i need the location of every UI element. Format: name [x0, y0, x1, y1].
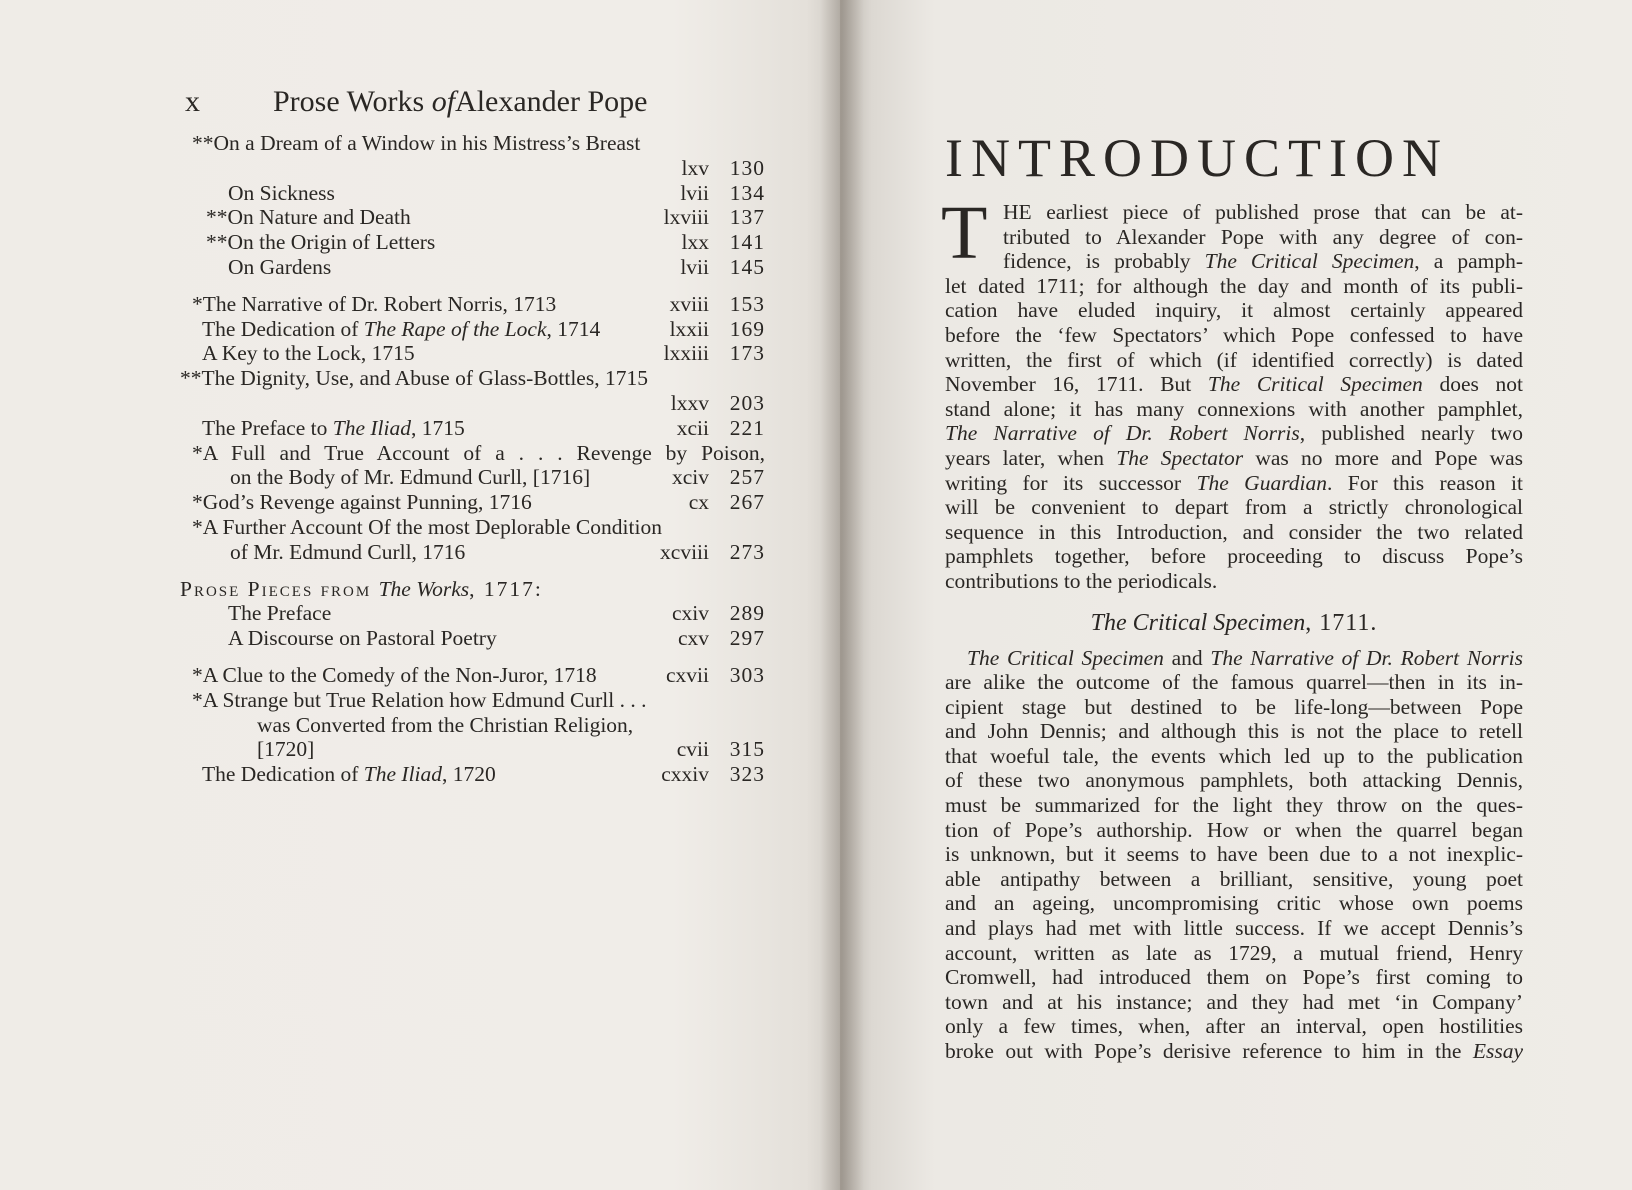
toc-entry [180, 416, 765, 441]
paragraph-1: T HE earliest piece of published prose that can be at- tributed to Alexander Pope with any degree of con- fidence, is probably The Critical Specimen, a pamph- let dated 1711; for although the day and month of its publi- cation have eluded inquiry, it almost certainly appeared before the ‘few Spectators’ which Pope confessed to have written, the first of which (if identified correctly) is dated November 16, 1711. But The Critical Specimen does not stand alone; it has many connexions with another pamphlet, The Narrative of Dr. Robert Norris, published nearly two years later, when The Spectator was no more and Pope was writing for its successor The Guardian. For this reason it will be convenient to depart from a strictly chronological sequence in this Introduction, and consider the two related pamphlets together, before proceeding to discuss Pope’s contributions to the periodicals. [941, 191, 1524, 593]
drop-cap: T [941, 191, 988, 275]
toc-roman: cx [688, 490, 709, 515]
toc-entry [180, 663, 765, 688]
toc-page: 221 [729, 415, 765, 440]
toc-page: 289 [729, 601, 765, 626]
toc-title: **On a Dream of a Window in his Mistress’s Breast [192, 131, 641, 155]
toc-page: 303 [729, 662, 765, 687]
toc-entry [180, 131, 765, 181]
table-of-contents [180, 131, 765, 787]
toc-roman: lvii [680, 180, 709, 205]
toc-title: A Discourse on Pastoral Poetry [228, 626, 497, 651]
toc-title: On Gardens [228, 254, 332, 279]
toc-page: 203 [729, 390, 765, 415]
toc-entry [180, 255, 765, 280]
toc-roman: lxv [681, 155, 709, 180]
toc-title: On Sickness [228, 180, 335, 205]
toc-roman: lxxv [670, 390, 709, 415]
running-head-pre: Prose Works [273, 85, 432, 118]
toc-page: 141 [729, 230, 765, 255]
toc-section-heading: Prose Pieces from The Works, 1717: [180, 576, 543, 601]
toc-title: A Key to the Lock, 1715 [202, 341, 415, 366]
toc-page: 315 [729, 737, 765, 762]
toc-entry [180, 317, 765, 342]
toc-entry [180, 292, 765, 317]
toc-title: The Dedication of The Iliad, 1720 [202, 762, 496, 787]
toc-roman: lxx [681, 230, 709, 255]
toc-title: *The Narrative of Dr. Robert Norris, 1713 [192, 291, 557, 316]
toc-page: 153 [729, 291, 765, 316]
toc-title: *A Clue to the Comedy of the Non-Juror, 1718 [192, 662, 597, 687]
toc-entry [180, 441, 765, 491]
toc-roman: cvii [676, 737, 709, 762]
toc-entry [180, 515, 765, 565]
toc-page: 145 [729, 254, 765, 279]
toc-entry [180, 366, 765, 416]
toc-roman: xcii [676, 415, 709, 440]
toc-roman: cxvii [666, 662, 709, 687]
toc-title: The Preface to The Iliad, 1715 [202, 415, 465, 440]
toc-page: 257 [729, 465, 765, 490]
toc-roman: cxiv [671, 601, 709, 626]
toc-entry [180, 762, 765, 787]
toc-roman: xviii [669, 291, 709, 316]
toc-title: The Dedication of The Rape of the Lock, 1714 [202, 316, 601, 341]
toc-page: 169 [729, 316, 765, 341]
book-gutter [820, 0, 864, 1190]
intro-body [941, 191, 1524, 1064]
toc-entry [180, 601, 765, 626]
toc-page: 173 [729, 341, 765, 366]
toc-title-cont: on the Body of Mr. Edmund Curll, [1716] [230, 465, 591, 490]
running-head-of: of [431, 85, 456, 118]
running-head [185, 84, 765, 120]
toc-entry [180, 341, 765, 366]
toc-roman: lxxii [669, 316, 709, 341]
toc-page: 297 [729, 626, 765, 651]
paragraph-2: The Critical Specimen and The Narrative of Dr. Robert Norris are alike the outcome of the famous quarrel—then in its in- cipient stage but destined to be life-long—between Pope and John Dennis; and although this is not the place to retell that woeful tale, the events which led up to the publication of these two anonymous pamphlets, both attacking Dennis, must be summarized for the light they throw on the ques- tion of Pope’s authorship. How or when the quarrel began is unknown, but it seems to have been due to a not inexplic- able antipathy between a brilliant, sensitive, young poet and an ageing, uncompromising critic whose own poems and plays had met with little success. If we accept Dennis’s account, written as late as 1729, a mutual friend, Henry Cromwell, had introduced them on Pope’s first coming to town and at his instance; and they had met ‘in Company’ only a few times, when, after an interval, open hostilities broke out with Pope’s derisive reference to him in the Essay [945, 645, 1523, 1063]
toc-title-cont: of Mr. Edmund Curll, 1716 [230, 539, 466, 564]
toc-page: 137 [729, 205, 765, 230]
toc-roman: lxviii [663, 205, 709, 230]
toc-title: **On the Origin of Letters [206, 230, 436, 255]
toc-title-cont: was Converted from the Christian Religion, [257, 712, 634, 737]
toc-title: *God’s Revenge against Punning, 1716 [192, 490, 532, 515]
section-heading: The Critical Specimen, 1711. [1090, 609, 1378, 636]
toc-page: 134 [729, 180, 765, 205]
toc-page: 267 [729, 490, 765, 515]
page-title: INTRODUCTION [945, 128, 1449, 188]
toc-entry [180, 230, 765, 255]
toc-roman: lxxiii [663, 341, 709, 366]
toc-page: 130 [729, 155, 765, 180]
toc-page: 273 [729, 539, 765, 564]
toc-page: 323 [729, 762, 765, 787]
toc-entry [180, 205, 765, 230]
toc-title: *A Full and True Account of a . . . Revenge by Poison, [192, 440, 765, 465]
toc-roman: cxv [677, 626, 709, 651]
running-head-post: Alexander Pope [455, 85, 648, 118]
toc-roman: cxxiv [661, 762, 709, 787]
toc-roman: lvii [680, 254, 709, 279]
toc-entry [180, 181, 765, 206]
folio: x [185, 85, 200, 118]
toc-title: *A Further Account Of the most Deplorable Condition [192, 514, 662, 539]
toc-title: *A Strange but True Relation how Edmund Curll . . . [192, 687, 647, 712]
toc-entry [180, 490, 765, 515]
toc-roman: xciv [671, 465, 709, 490]
toc-title: The Preface [228, 601, 332, 626]
toc-title-cont: [1720] [257, 737, 315, 762]
toc-title: **On Nature and Death [206, 205, 411, 230]
toc-roman: xcviii [660, 539, 709, 564]
toc-entry [180, 688, 765, 762]
toc-entry [180, 626, 765, 651]
toc-title: **The Dignity, Use, and Abuse of Glass-Bottles, 1715 [180, 366, 648, 391]
